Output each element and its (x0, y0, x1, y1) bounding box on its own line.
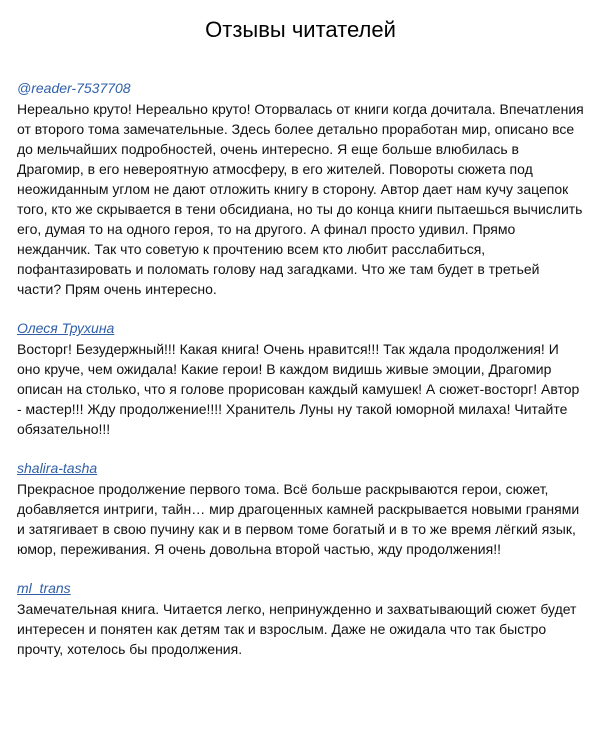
review-author-link[interactable]: shalira-tasha (17, 460, 98, 476)
review-item (17, 579, 584, 659)
review-author-link[interactable]: Олеся Трухина (17, 320, 115, 336)
review-author-link[interactable]: @reader-7537708 (17, 80, 131, 96)
review-text: Нереально круто! Нереально круто! Оторвалась от книги когда дочитала. Впечатления от второго тома замечательные. Здесь более детально проработан мир, описано все до мельчайших подробностей, очень интересно. Я еще больше влюбилась в Драгомир, в его невероятную атмосферу, в его жителей. Повороты сюжета под неожиданным углом не дают отложить книгу в сторону. Автор дает нам кучу зацепок того, кто же скрывается в тени обсидиана, но ты до конца книги пытаешься вычислить его, думая то на одного героя, то на другого. А финал просто удивил. Прямо нежданчик. Так что советую к прочтению всем кто любит расслабиться, пофантазировать и поломать голову над загадками. Что же там будет в третьей части? Прям очень интересно. (17, 101, 584, 297)
review-item (17, 79, 584, 299)
reviews-list (17, 79, 584, 659)
review-author-link[interactable]: ml_trans (17, 580, 71, 596)
review-item (17, 319, 584, 439)
review-text: Замечательная книга. Читается легко, непринужденно и захватывающий сюжет будет интересен и понятен как детям так и взрослым. Даже не ожидала что так быстро прочту, хотелось бы продолжения. (17, 601, 577, 657)
review-text: Прекрасное продолжение первого тома. Всё больше раскрываются герои, сюжет, добавляется интриги, тайн… мир драгоценных камней раскрывается новыми гранями и затягивает в свою пучину как и в первом томе богатый и в то же время лёгкий язык, юмор, переживания. Я очень довольна второй частью, жду продолжения!! (17, 481, 580, 557)
review-text: Восторг! Безудержный!!! Какая книга! Очень нравится!!! Так ждала продолжения! И оно круче, чем ожидала! Какие герои! В каждом видишь живые эмоции, Драгомир описан на столько, что я голове прорисован каждый камушек! А сюжет-восторг! Автор - мастер!!! Жду продолжение!!!! Хранитель Луны ну такой юморной милаха! Читайте обязательно!!! (17, 341, 580, 437)
review-item (17, 459, 584, 559)
page-title: Отзывы читателей (205, 17, 396, 42)
